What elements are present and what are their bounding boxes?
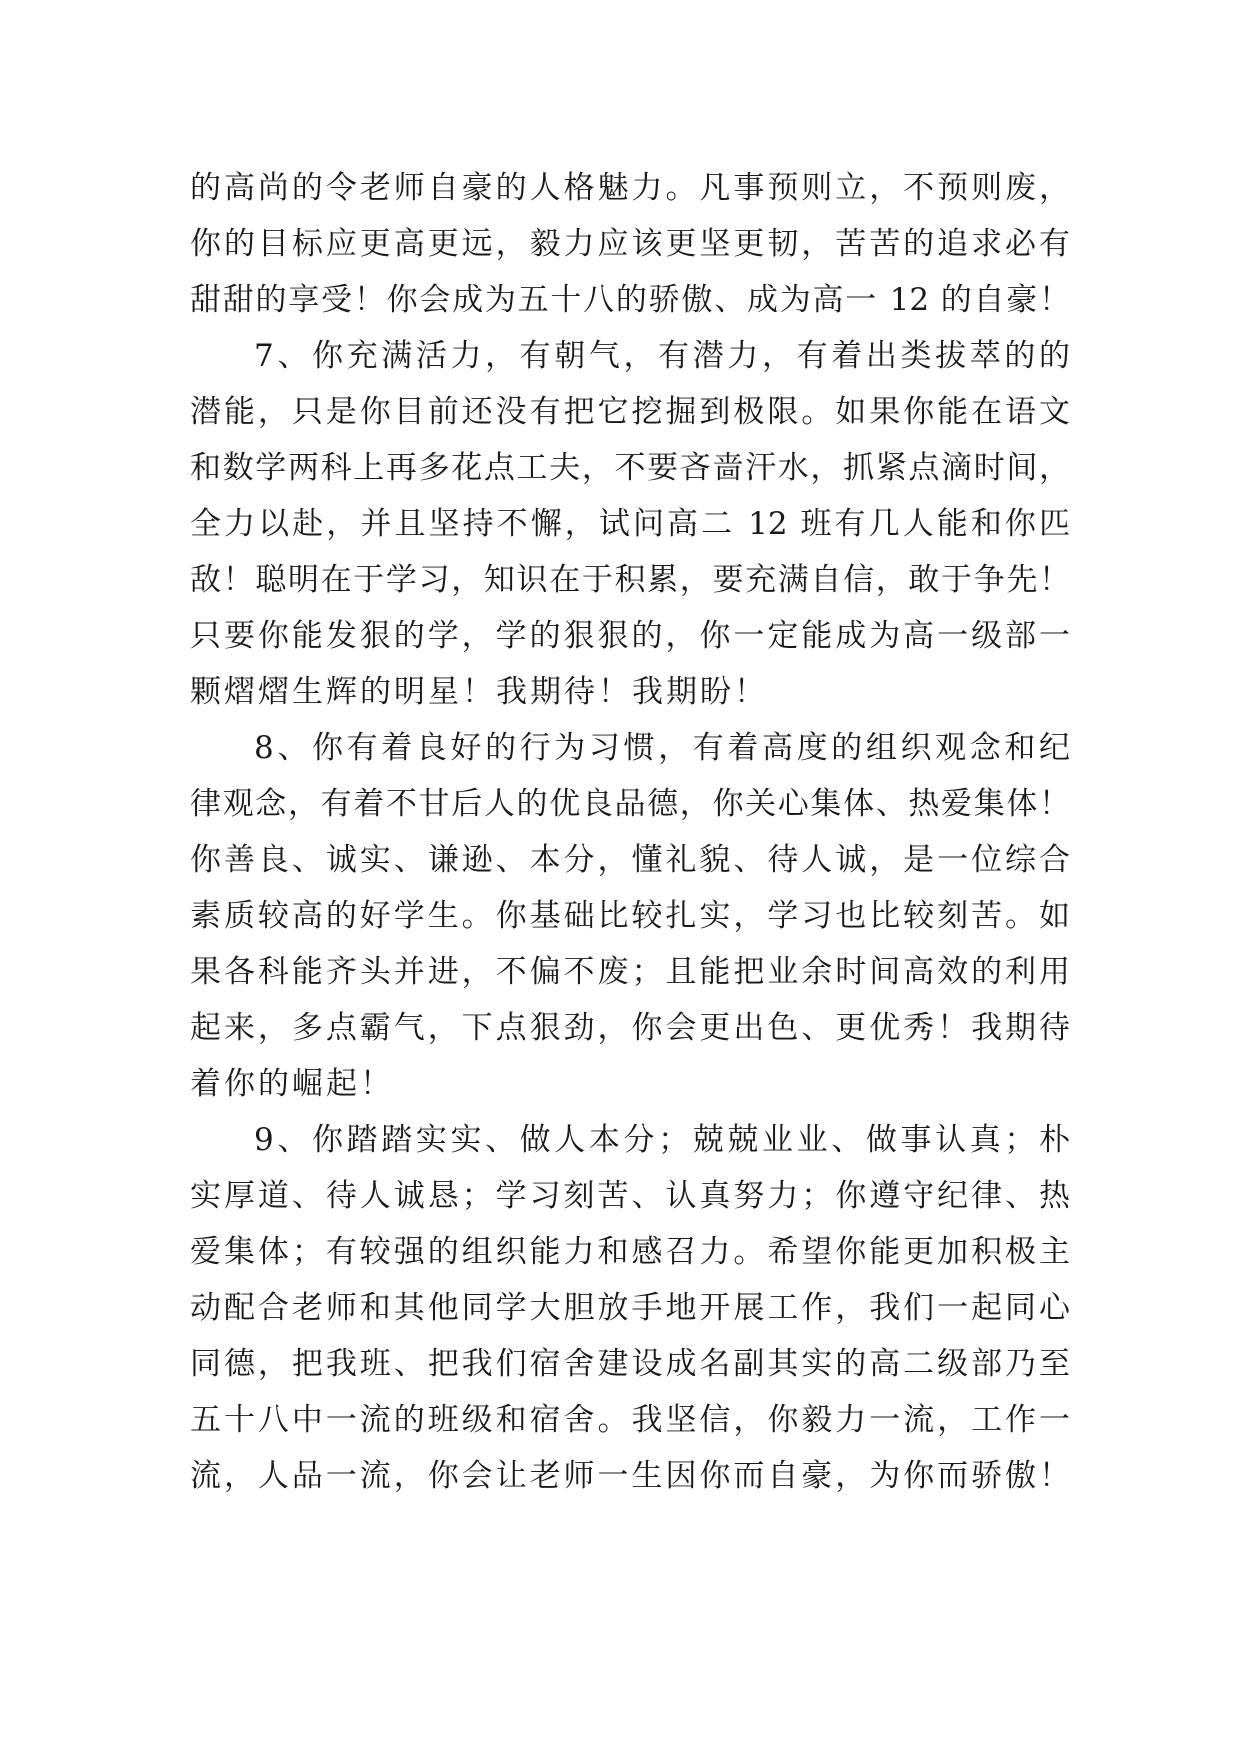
- text-line: 的高尚的令老师自豪的人格魅力。凡事预则立，不预则废，: [190, 170, 1070, 206]
- text-line: 敌！聪明在于学习，知识在于积累，要充满自信，敢于争先！: [190, 562, 1070, 598]
- body-text: [190, 160, 1070, 1504]
- text-line: 同德，把我班、把我们宿舍建设成名副其实的高二级部乃至: [190, 1346, 1070, 1382]
- text-line: 律观念，有着不甘后人的优良品德，你关心集体、热爱集体！: [190, 786, 1070, 822]
- text-line: 爱集体；有较强的组织能力和感召力。希望你能更加积极主: [190, 1234, 1070, 1270]
- text-line: 果各科能齐头并进，不偏不废；且能把业余时间高效的利用: [190, 954, 1070, 990]
- text-line: 和数学两科上再多花点工夫，不要吝啬汗水，抓紧点滴时间，: [190, 450, 1070, 486]
- text-line: 7、你充满活力，有朝气，有潜力，有着出类拔萃的的: [254, 338, 1070, 374]
- text-line: 动配合老师和其他同学大胆放手地开展工作，我们一起同心: [190, 1290, 1070, 1326]
- text-line: 潜能，只是你目前还没有把它挖掘到极限。如果你能在语文: [190, 394, 1070, 430]
- text-line: 流，人品一流，你会让老师一生因你而自豪，为你而骄傲！: [190, 1458, 1070, 1494]
- text-line: 9、你踏踏实实、做人本分；兢兢业业、做事认真；朴: [254, 1122, 1070, 1158]
- paragraph-7: [190, 328, 1070, 720]
- text-line: 甜甜的享受！你会成为五十八的骄傲、成为高一 12 的自豪！: [190, 282, 1070, 318]
- text-line: 你的目标应更高更远，毅力应该更坚更韧，苦苦的追求必有: [190, 226, 1070, 262]
- text-line: 实厚道、待人诚恳；学习刻苦、认真努力；你遵守纪律、热: [190, 1178, 1070, 1214]
- paragraph-9: [190, 1112, 1070, 1504]
- text-line: 着你的崛起！: [190, 1066, 394, 1102]
- text-line: 素质较高的好学生。你基础比较扎实，学习也比较刻苦。如: [190, 898, 1070, 934]
- text-line: 颗熠熠生辉的明星！我期待！我期盼！: [190, 674, 768, 710]
- text-line: 8、你有着良好的行为习惯，有着高度的组织观念和纪: [254, 730, 1070, 766]
- text-line: 五十八中一流的班级和宿舍。我坚信，你毅力一流，工作一: [190, 1402, 1070, 1438]
- text-line: 起来，多点霸气，下点狠劲，你会更出色、更优秀！我期待: [190, 1010, 1070, 1046]
- text-line: 你善良、诚实、谦逊、本分，懂礼貌、待人诚，是一位综合: [190, 842, 1070, 878]
- text-line: 全力以赴，并且坚持不懈，试问高二 12 班有几人能和你匹: [190, 506, 1070, 542]
- paragraph-8: [190, 720, 1070, 1112]
- paragraph-continued: [190, 160, 1070, 328]
- text-line: 只要你能发狠的学，学的狠狠的，你一定能成为高一级部一: [190, 618, 1070, 654]
